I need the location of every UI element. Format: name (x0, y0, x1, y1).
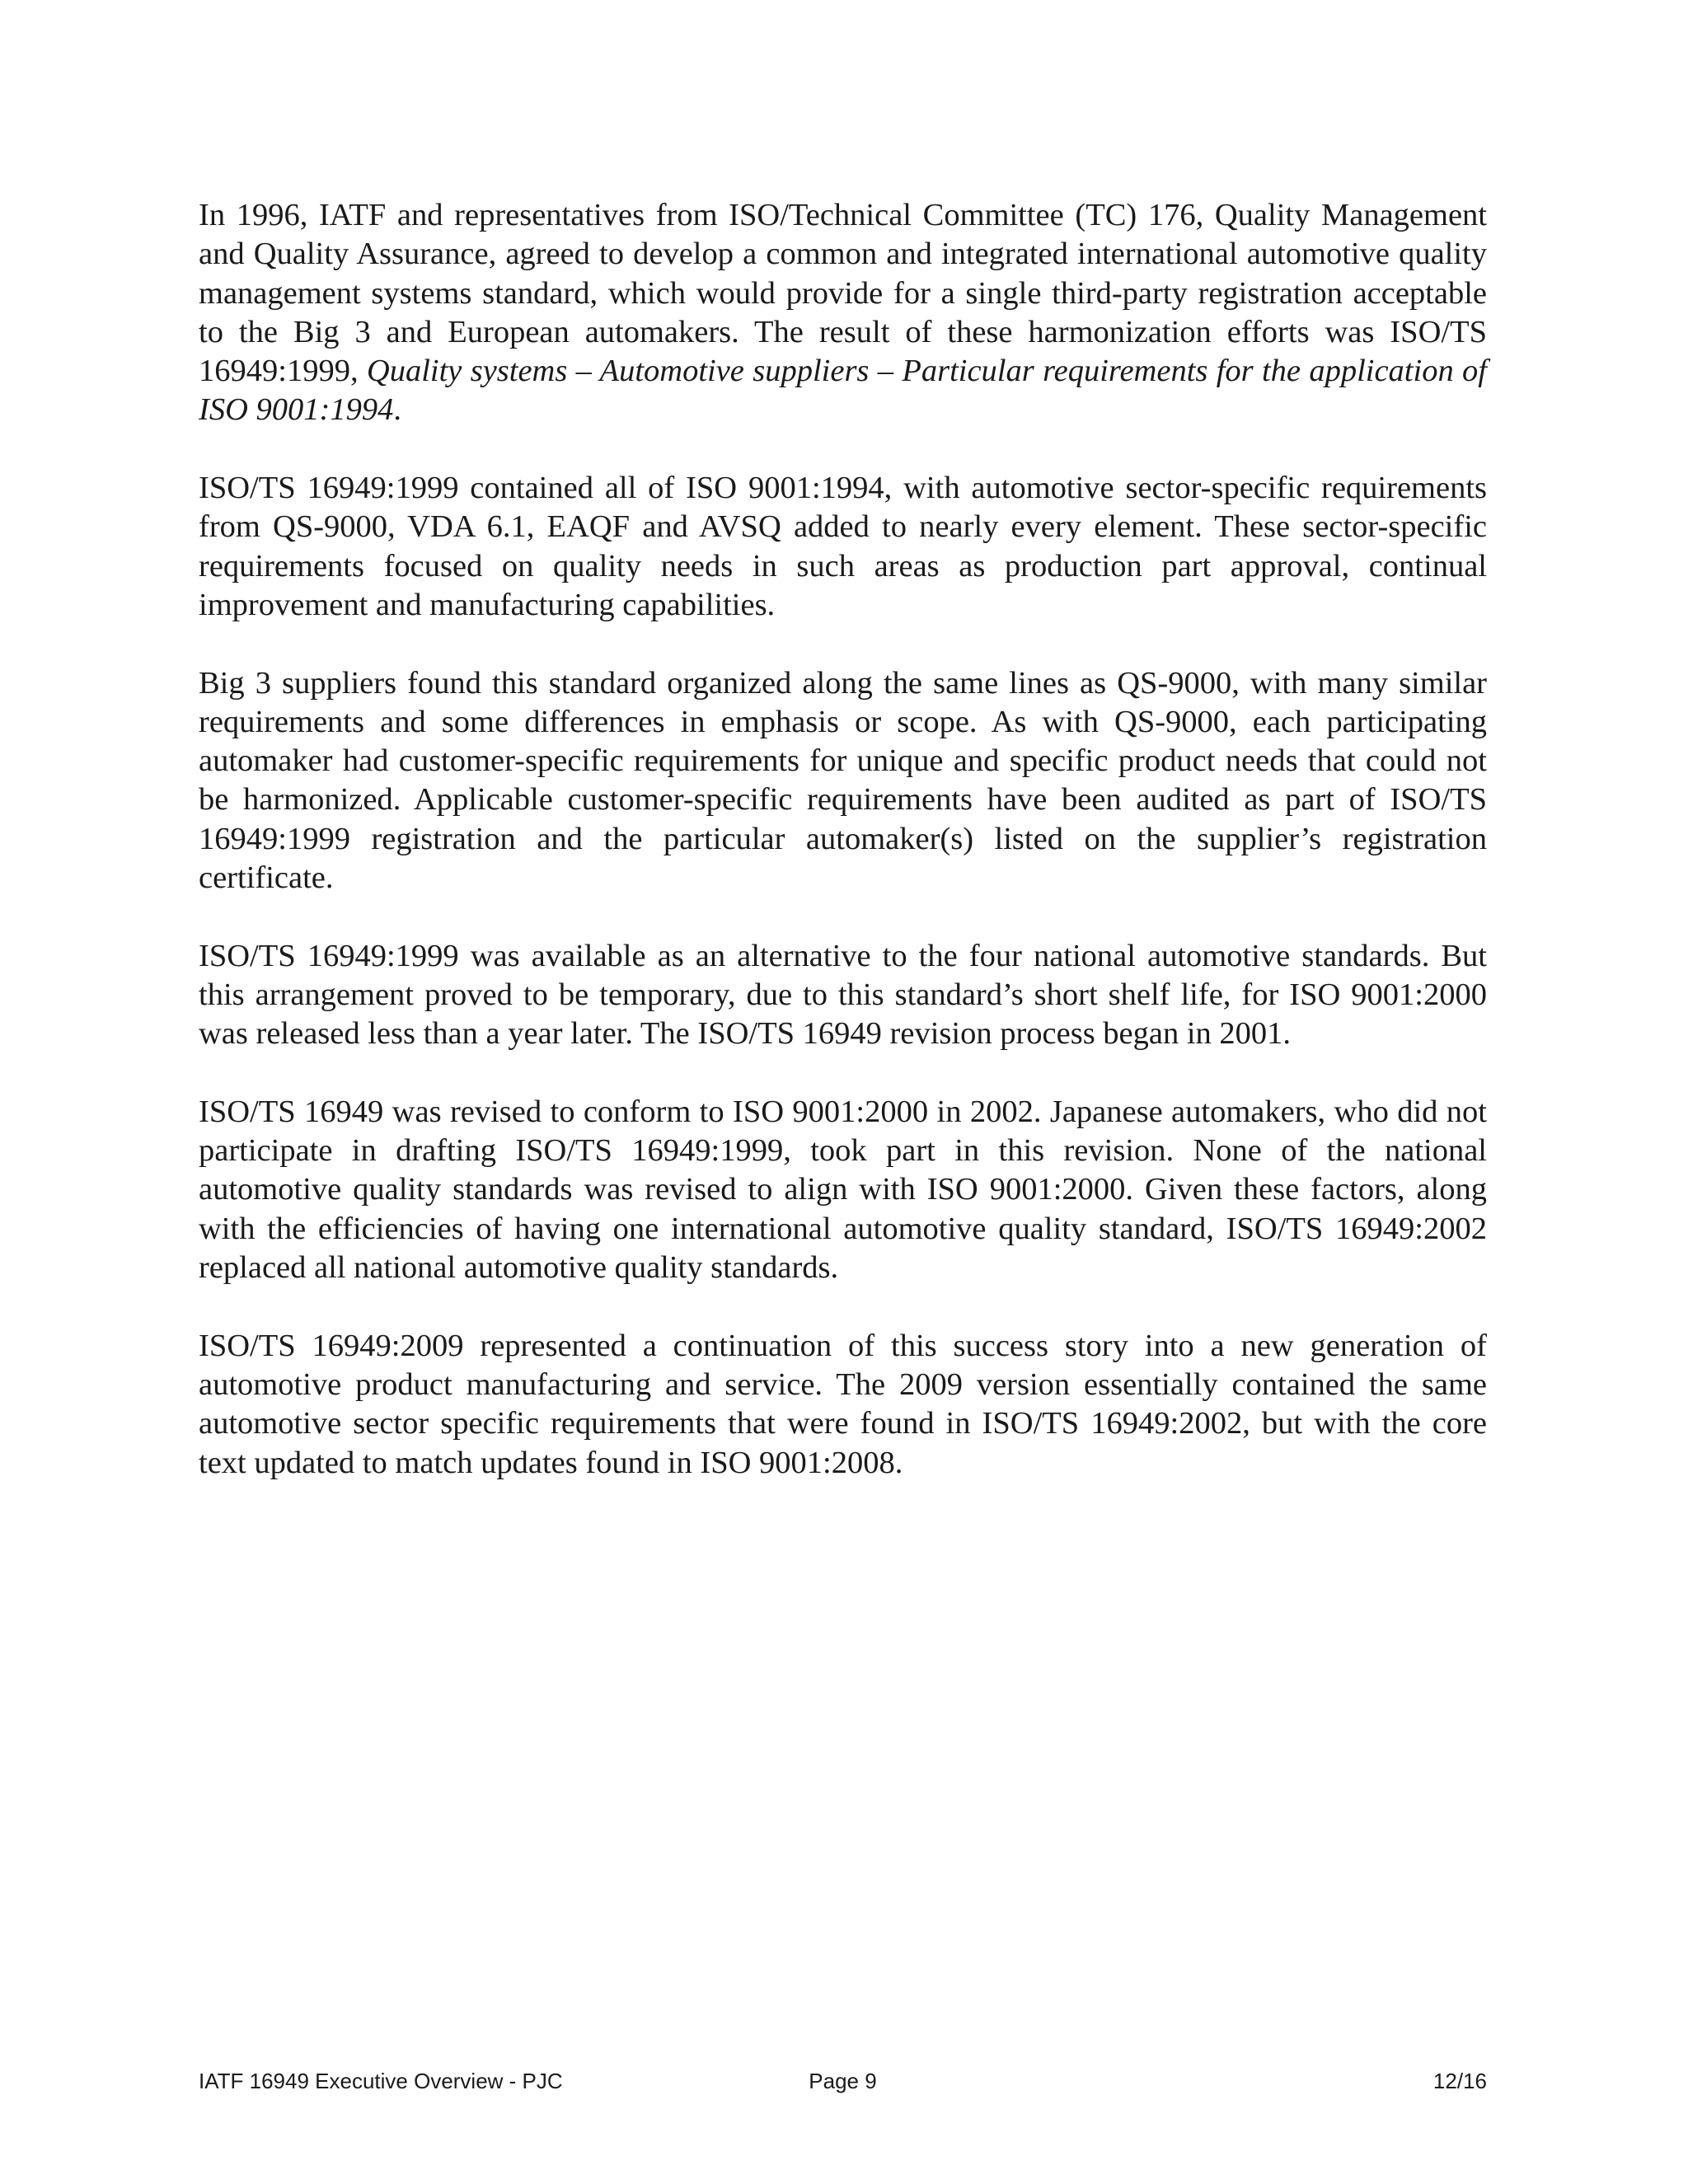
paragraph-2: ISO/TS 16949:1999 contained all of ISO 9001:1994, with automotive sector-specific requirements from QS-9000, VDA 6.1, EAQF and AVSQ added to nearly every element. These sector-specific requirements focused on quality needs in such areas as production part approval, continual improvement and manufacturing capabilities. (199, 471, 1487, 622)
footer-document-title: IATF 16949 Executive Overview - PJC (199, 2069, 563, 2093)
standard-title-italic: Quality systems – Automotive suppliers – Particular requirements for the application of ISO 9001:1994 (199, 354, 1487, 428)
paragraph-6: ISO/TS 16949:2009 represented a continuation of this success story into a new generation of automotive product manufacturing and service. The 2009 version essentially contained the same automotive sector specific requirements that were found in ISO/TS 16949:2002, but with the core text updated to match updates found in ISO 9001:2008. (199, 1328, 1487, 1480)
paragraph-1-text: In 1996, IATF and representatives from ISO/Technical Committee (TC) 176, Quality Management and Quality Assurance, agreed to develop a common and integrated international automotive quality management systems standard, which would provide for a single third-party registration acceptable to the Big 3 and European automakers. The result of these harmonization efforts was ISO/TS 16949:1999, (199, 198, 1487, 389)
footer-page-number: Page 9 (809, 2069, 877, 2093)
paragraph-3: Big 3 suppliers found this standard organized along the same lines as QS-9000, with many similar requirements and some differences in emphasis or scope. As with QS-9000, each participating automaker had customer-specific requirements for unique and specific product needs that could not be harmonized. Applicable customer-specific requirements have been audited as part of ISO/TS 16949:1999 registration and the particular automaker(s) listed on the supplier’s registration certificate. (199, 665, 1487, 896)
footer-date: 12/16 (1432, 2069, 1487, 2093)
document-body (199, 196, 1487, 1521)
paragraph-1 (199, 196, 1487, 430)
paragraph-5: ISO/TS 16949 was revised to conform to ISO 9001:2000 in 2002. Japanese automakers, who did not participate in drafting ISO/TS 16949:1999, took part in this revision. None of the national automotive quality standards was revised to align with ISO 9001:2000. Given these factors, along with the efficiencies of having one international automotive quality standard, ISO/TS 16949:2002 replaced all national automotive quality standards. (199, 1094, 1487, 1286)
paragraph-1-end: . (393, 392, 401, 428)
paragraph-4: ISO/TS 16949:1999 was available as an alternative to the four national automotive standards. But this arrangement proved to be temporary, due to this standard’s short shelf life, for ISO 9001:2000 was released less than a year later. The ISO/TS 16949 revision process began in 2001. (199, 938, 1487, 1052)
page-footer (199, 2066, 1487, 2099)
